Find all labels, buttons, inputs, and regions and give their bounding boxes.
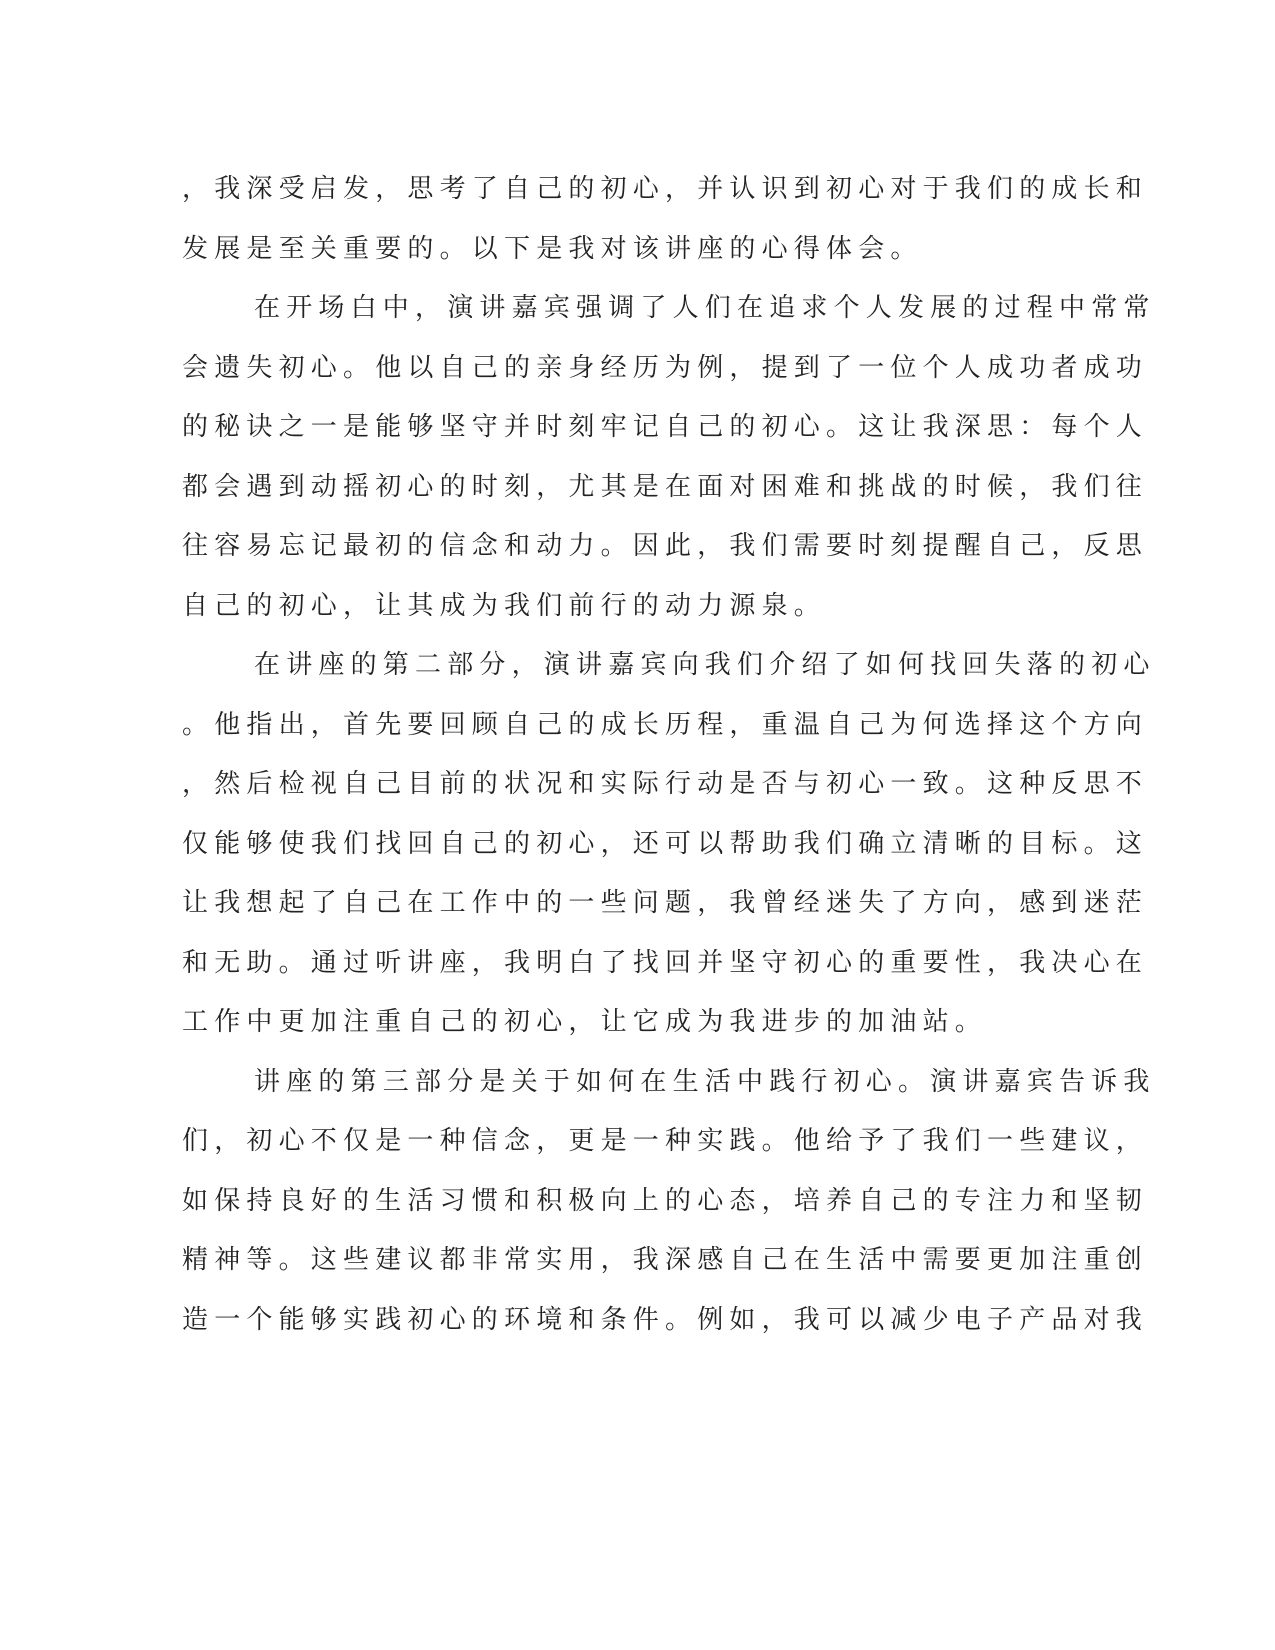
text-line: 的秘诀之一是能够坚守并时刻牢记自己的初心。这让我深思：每个人 [182,412,1149,442]
text-line: 往容易忘记最初的信念和动力。因此，我们需要时刻提醒自己，反思 [182,531,1149,561]
text-line: 在讲座的第二部分，演讲嘉宾向我们介绍了如何找回失落的初心 [254,650,1156,680]
text-line: 自己的初心，让其成为我们前行的动力源泉。 [182,590,827,621]
text-line: 讲座的第三部分是关于如何在生活中践行初心。演讲嘉宾告诉我 [254,1066,1156,1097]
text-line: 在开场白中，演讲嘉宾强调了人们在追求个人发展的过程中常常 [254,293,1156,323]
text-line: 和无助。通过听讲座，我明白了找回并坚守初心的重要性，我决心在 [182,947,1149,978]
text-line: 让我想起了自己在工作中的一些问题，我曾经迷失了方向，感到迷茫 [182,888,1149,918]
text-line: 都会遇到动摇初心的时刻，尤其是在面对困难和挑战的时候，我们往 [182,471,1149,502]
text-line: 。他指出，首先要回顾自己的成长历程，重温自己为何选择这个方向 [182,709,1149,740]
body-text [182,160,1156,1350]
text-line: 精神等。这些建议都非常实用，我深感自己在生活中需要更加注重创 [182,1245,1149,1275]
text-line: 工作中更加注重自己的初心，让它成为我进步的加油站。 [182,1007,988,1037]
text-line: 们，初心不仅是一种信念，更是一种实践。他给予了我们一些建议， [182,1126,1149,1156]
text-line: 仅能够使我们找回自己的初心，还可以帮助我们确立清晰的目标。这 [182,828,1149,859]
text-line: ，然后检视自己目前的状况和实际行动是否与初心一致。这种反思不 [182,769,1149,799]
text-line: 发展是至关重要的。以下是我对该讲座的心得体会。 [182,233,923,264]
text-line: 造一个能够实践初心的环境和条件。例如，我可以减少电子产品对我 [182,1304,1149,1335]
text-line: ，我深受启发，思考了自己的初心，并认识到初心对于我们的成长和 [182,174,1149,204]
text-line: 如保持良好的生活习惯和积极向上的心态，培养自己的专注力和坚韧 [182,1185,1149,1216]
text-line: 会遗失初心。他以自己的亲身经历为例，提到了一位个人成功者成功 [182,352,1149,383]
